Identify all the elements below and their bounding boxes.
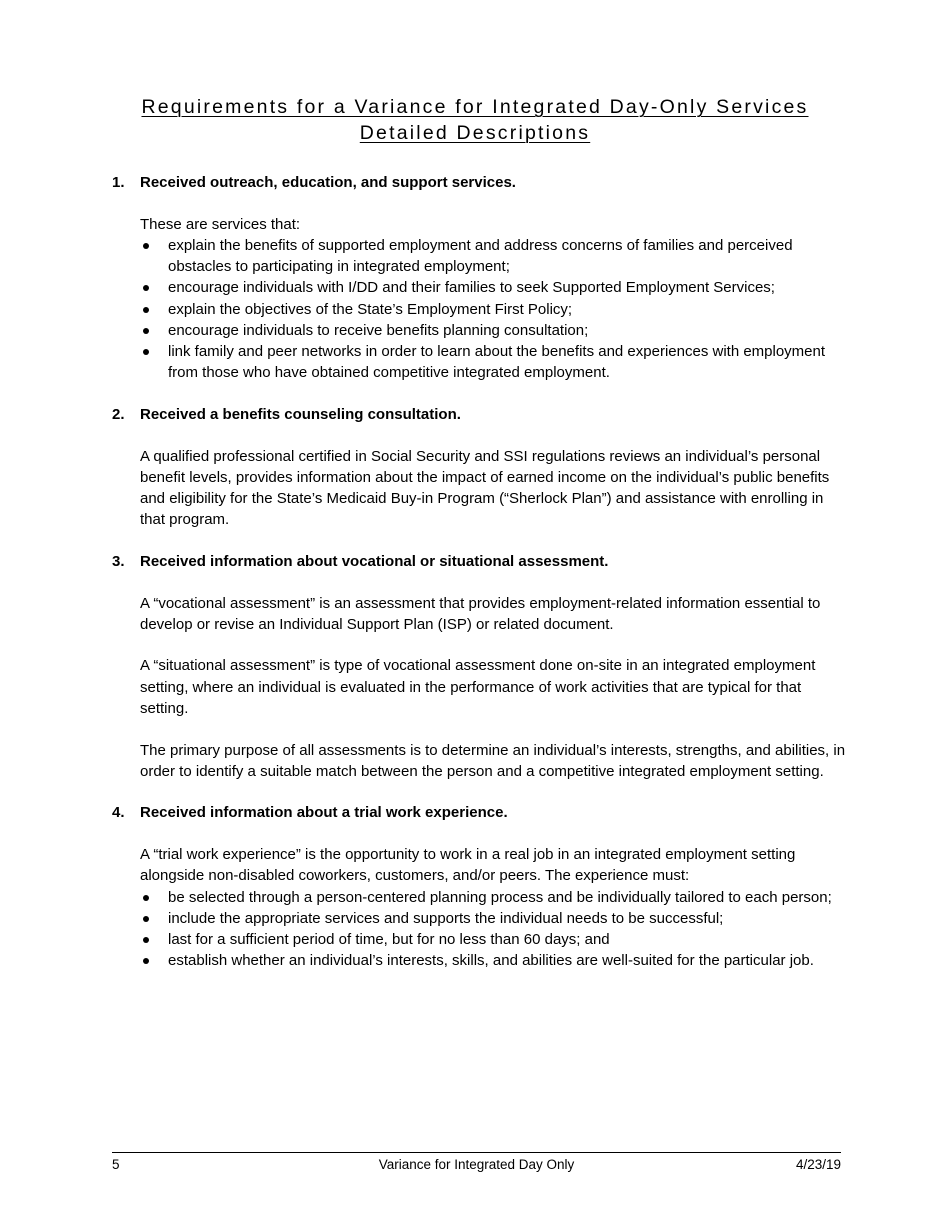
- bullet-item: last for a sufficient period of time, but for no less than 60 days; and: [140, 929, 847, 950]
- section-paragraph: The primary purpose of all assessments is to determine an individual’s interests, strengths, and abilities, in order to identify a suitable match between the person and a competitive integrated employment setting.: [140, 741, 846, 780]
- document-title: [0, 94, 950, 146]
- title-line-1: Requirements for a Variance for Integrated Day-Only Services: [141, 96, 809, 118]
- section-trial-work: [112, 802, 847, 971]
- bullet-item: include the appropriate services and supports the individual needs to be successful;: [140, 908, 847, 929]
- section-intro: A “trial work experience” is the opportunity to work in a real job in an integrated employment setting alongside non-disabled coworkers, customers, and/or peers. The experience must:: [140, 846, 796, 885]
- section-title: Received information about vocational or situational assessment.: [140, 552, 609, 570]
- bullet-item: explain the benefits of supported employment and address concerns of families and perceived obstacles to participating in integrated employment;: [140, 235, 847, 277]
- section-outreach: [112, 172, 847, 383]
- section-number: 1.: [112, 174, 125, 191]
- section-title: Received outreach, education, and support services.: [140, 174, 516, 191]
- title-line-2: Detailed Descriptions: [359, 122, 591, 144]
- section-paragraph: A “situational assessment” is type of vocational assessment done on-site in an integrated employment setting, where an individual is evaluated in the performance of work activities that are typical for that setting.: [140, 657, 816, 717]
- footer-page-number: 5: [112, 1157, 120, 1172]
- document-body: [112, 172, 847, 992]
- section-heading: [112, 404, 847, 425]
- footer-date: 4/23/19: [795, 1157, 841, 1172]
- section-heading: [112, 172, 847, 193]
- section-intro: These are services that:: [140, 215, 301, 233]
- bullet-icon: [143, 916, 149, 922]
- section-paragraph: A qualified professional certified in Social Security and SSI regulations reviews an individual’s personal benefit levels, provides information about the impact of earned income on the individual’s public benefits and eligibility for the State’s Medicaid Buy-in Program (“Sherlock Plan”) and assistance with enrolling in that program.: [140, 447, 830, 529]
- bullet-icon: [143, 285, 149, 291]
- bullet-icon: [143, 937, 149, 943]
- section-benefits-counseling: [112, 404, 847, 531]
- bullet-list: [140, 887, 847, 972]
- bullet-icon: [143, 349, 149, 355]
- section-paragraph: A “vocational assessment” is an assessment that provides employment-related information essential to develop or revise an Individual Support Plan (ISP) or related document.: [140, 594, 821, 633]
- bullet-item: link family and peer networks in order to learn about the benefits and experiences with employment from those who have obtained competitive integrated employment.: [140, 341, 847, 383]
- section-assessment: [112, 551, 847, 782]
- bullet-icon: [143, 328, 149, 334]
- bullet-icon: [143, 307, 149, 313]
- section-heading: [112, 551, 847, 572]
- footer-divider: [112, 1152, 841, 1153]
- bullet-icon: [143, 958, 149, 964]
- section-number: 4.: [112, 804, 125, 822]
- bullet-icon: [143, 895, 149, 901]
- footer-document-name: Variance for Integrated Day Only: [378, 1157, 575, 1172]
- section-number: 3.: [112, 552, 125, 570]
- section-number: 2.: [112, 405, 125, 423]
- bullet-item: encourage individuals to receive benefits planning consultation;: [140, 320, 847, 341]
- page-footer: [112, 1155, 841, 1175]
- bullet-item: encourage individuals with I/DD and their families to seek Supported Employment Services;: [140, 277, 847, 298]
- section-title: Received information about a trial work experience.: [140, 804, 508, 822]
- bullet-item: be selected through a person-centered planning process and be individually tailored to each person;: [140, 887, 847, 908]
- bullet-icon: [143, 243, 149, 249]
- section-heading: [112, 802, 847, 823]
- bullet-list: [140, 235, 847, 383]
- bullet-item: establish whether an individual’s interests, skills, and abilities are well-suited for the particular job.: [140, 950, 847, 971]
- bullet-item: explain the objectives of the State’s Employment First Policy;: [140, 299, 847, 320]
- section-title: Received a benefits counseling consultation.: [140, 405, 461, 423]
